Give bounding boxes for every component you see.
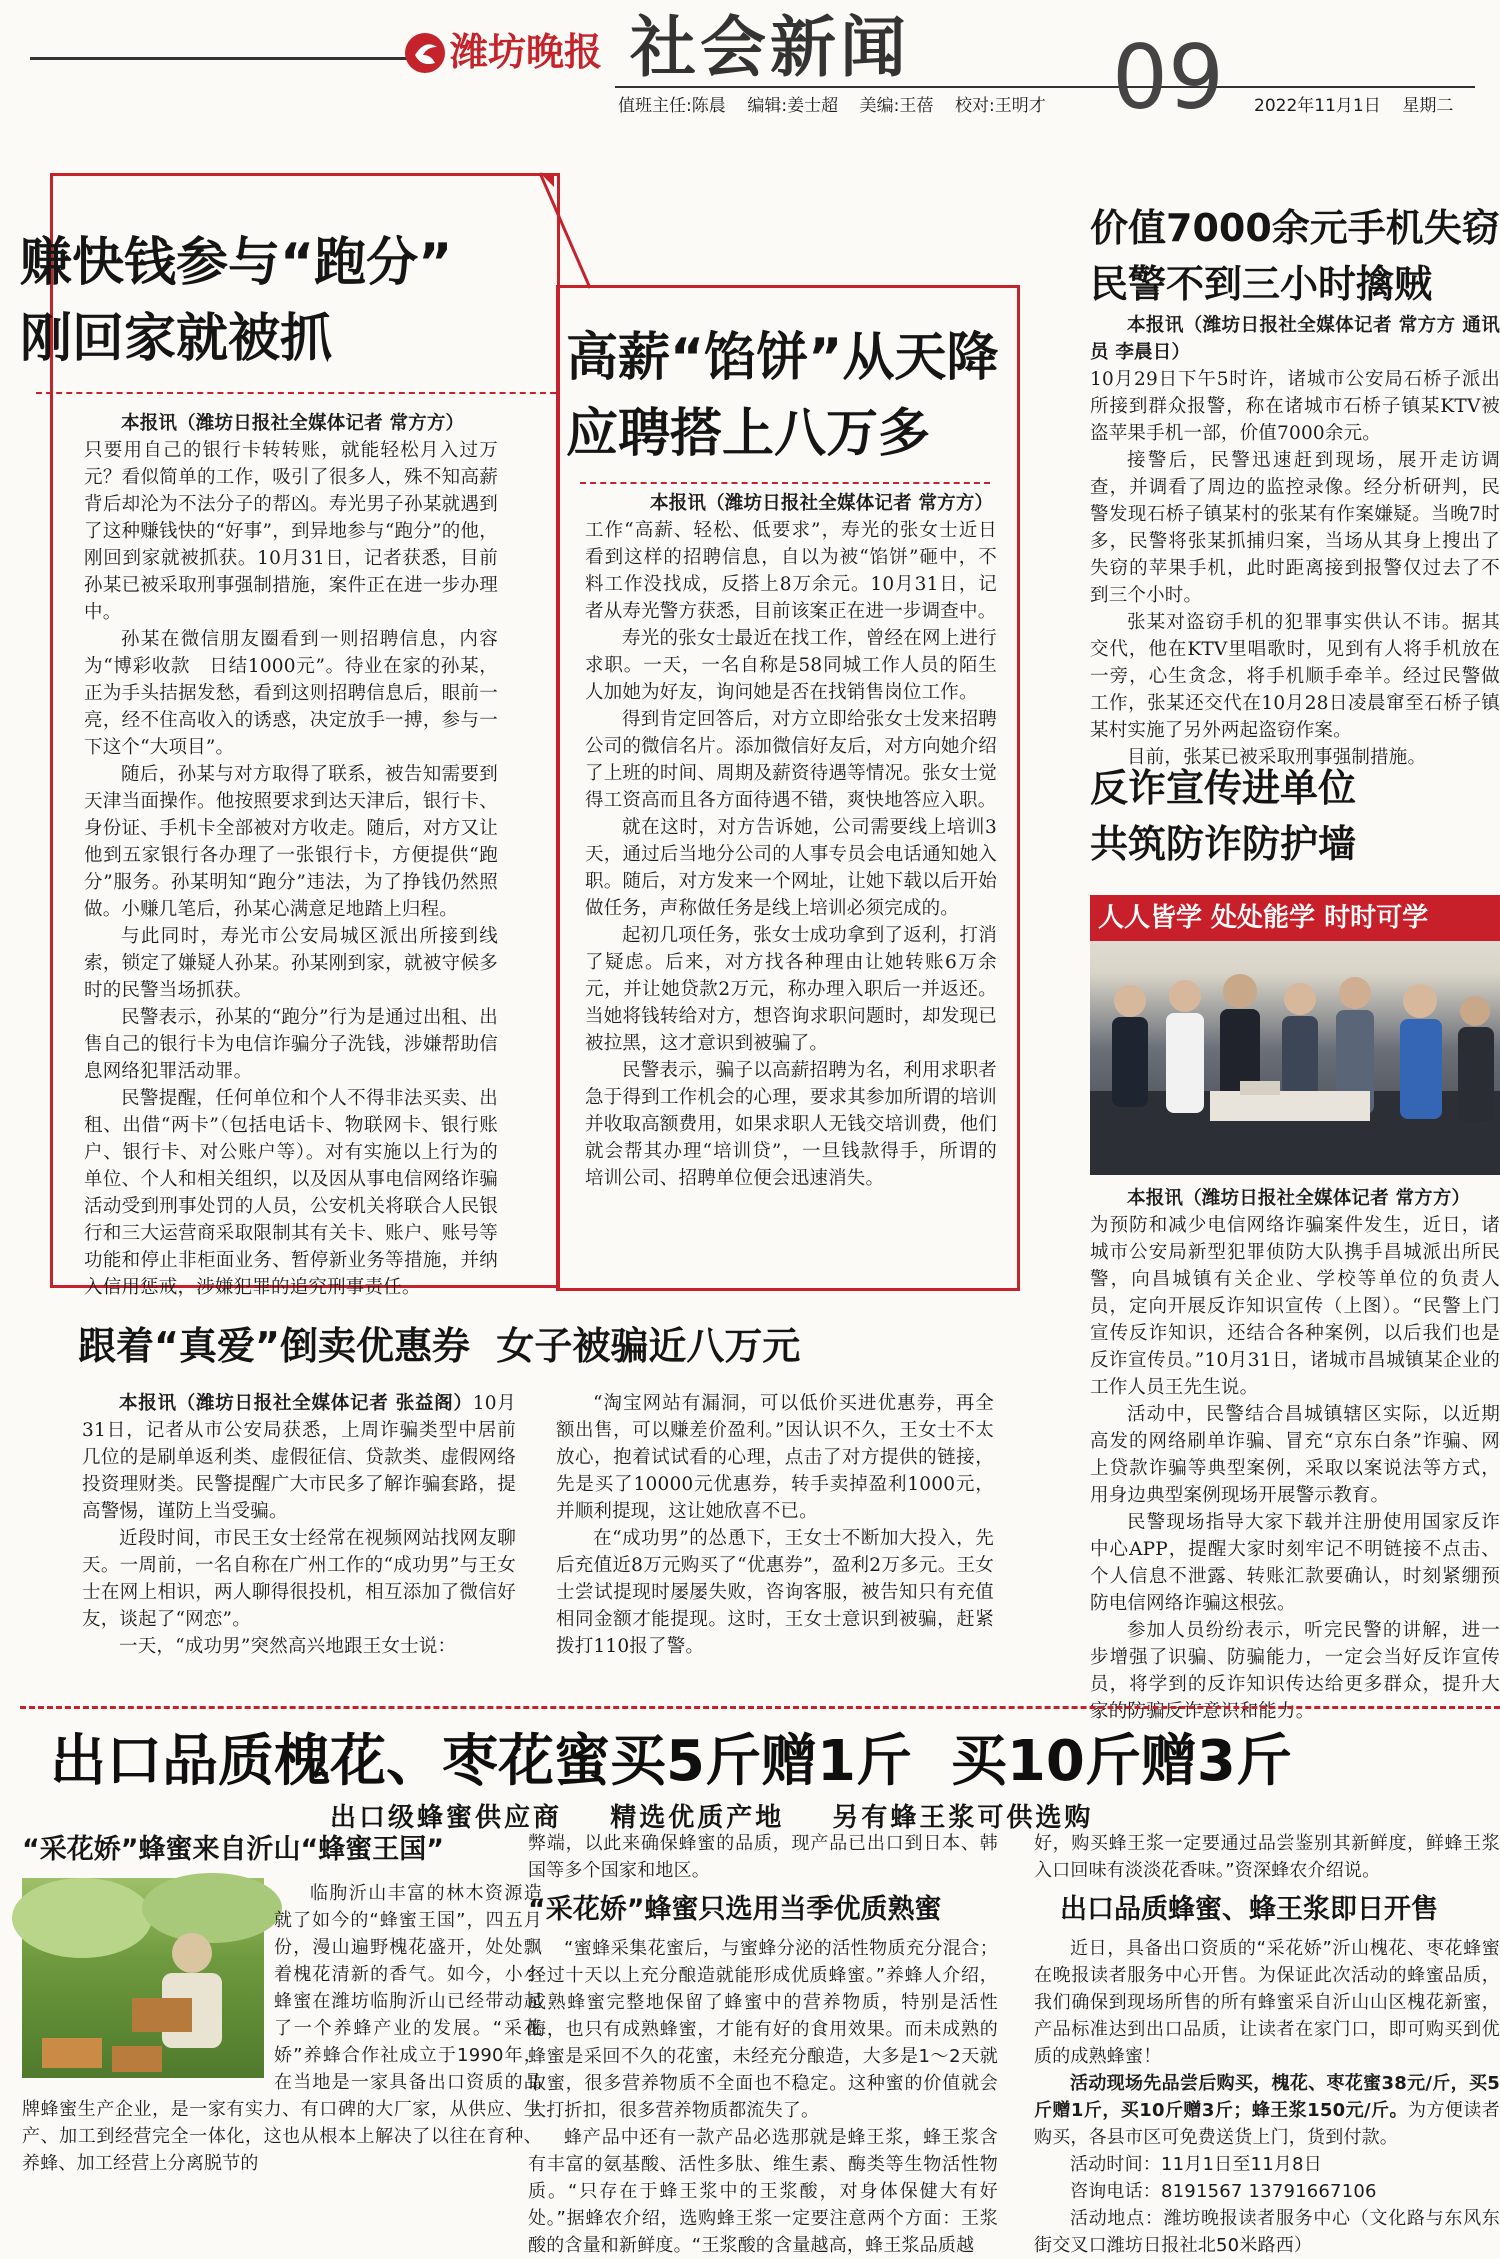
ad-col2-paragraph: “蜜蜂采集花蜜后，与蜜蜂分泌的活性物质充分混合；经过十天以上充分酿造就能形成优质蜂蜜。”养蜂人介绍，成熟蜂蜜完整地保留了蜂蜜中的营养物质，特别是活性酶，也只有成熟蜂蜜，才能有好的食用效果。而未成熟的蜂蜜是采回不久的花蜜，未经充分酿造，大多是1～2天就取蜜，很多营养物质不全面也不稳定。这种蜜的价值就会大打折扣，很多营养物质都流失了。 — [528, 1938, 998, 2121]
logo-text: 潍坊晚报 — [450, 30, 603, 74]
logo-icon — [405, 33, 445, 73]
ad-top-divider — [20, 1706, 1500, 1709]
article-5-headline: 跟着“真爱”倒卖优惠券 女子被骗近八万元 — [78, 1324, 801, 1368]
article-4-body — [1090, 1185, 1500, 1722]
ad-time-value: 11月1日至11月8日 — [1161, 2154, 1322, 2175]
article-1-headline — [20, 225, 540, 377]
article-5-lead: 10月31日，记者从市公安局获悉，上周诈骗类型中居前几位的是刷单返利类、虚假征信、贷款类、虚假网络投资理财类。民警提醒广大市民多了解诈骗套路，提高警惕，谨防上当受骗。 — [82, 1393, 516, 1522]
ad-col2-title: “采花娇”蜂蜜只选用当季优质熟蜜 — [528, 1894, 942, 1925]
ad-col2-top: 弊端，以此来确保蜂蜜的品质，现产品已出口到日本、韩国等多个国家和地区。 — [528, 1833, 998, 1881]
ad-subhead: 出口级蜂蜜供应商 精选优质产地 另有蜂王浆可供选购 — [330, 1803, 1094, 1833]
ad-phone-label: 咨询电话： — [1070, 2181, 1161, 2202]
ad-col1-text — [22, 1880, 542, 2215]
article-1-paragraph: 孙某在微信朋友圈看到一则招聘信息，内容为“博彩收款 日结1000元”。待业在家的孙某，正为手头拮据发愁，看到这则招聘信息后，眼前一亮，经不住高收入的诱惑，决定放手一搏，参与一下这个“大项目”。 — [84, 629, 498, 758]
article-2-paragraph: 得到肯定回答后，对方立即给张女士发来招聘公司的微信名片。添加微信好友后，对方向她介绍了上班的时间、周期及薪资待遇等情况。张女士觉得工资高而且各方面待遇不错，爽快地答应入职。 — [585, 709, 997, 811]
ad-col1-title: “采花娇”蜂蜜来自沂山“蜂蜜王国” — [22, 1834, 444, 1865]
article-4-headline-line2: 共筑防诈防护墙 — [1090, 822, 1357, 866]
article-2-headline-line2: 应聘搭上八万多 — [566, 404, 931, 464]
ad-col3-paragraph — [1034, 2070, 1500, 2151]
ad-col2-body — [528, 1935, 998, 2256]
masthead-rule — [615, 86, 1475, 88]
ad-event-phone — [1034, 2178, 1500, 2205]
article-1-paragraph: 随后，孙某与对方取得了联系，被告知需要到天津当面操作。他按照要求到达天津后，银行卡、身份证、手机卡全部被对方收走。随后，对方又让他到五家银行各办理了一张银行卡，方便提供“跑分”服务。孙某明知“跑分”违法，为了挣钱仍然照做。小赚几笔后，孙某心满意足地踏上归程。 — [84, 764, 498, 920]
article-5-paragraph: 近段时间，市民王女士经常在视频网站找网友聊天。一周前，一名自称在广州工作的“成功男”与王女士在网上相识，两人聊得很投机，相互添加了微信好友，谈起了“网恋”。 — [82, 1528, 516, 1630]
article-2-body — [585, 490, 997, 1270]
ad-photo-float — [22, 1880, 274, 2092]
article-4-byline: 本报讯（潍坊日报社全媒体记者 常方方） — [1127, 1188, 1471, 1209]
staff-line: 值班主任:陈晨 编辑:姜士超 美编:王蓓 校对:王明才 — [618, 96, 1046, 116]
article-3-headline-line2: 民警不到三小时擒贼 — [1090, 262, 1433, 306]
article-3-paragraph: 接警后，民警迅速赶到现场，展开走访调查，并调看了周边的监控录像。经分析研判，民警发现石桥子镇某村的张某有作案嫌疑。当晚7时多，民警将张某抓捕归案，当场从其身上搜出了失窃的苹果手机，此时距离接到报警仅过去了不到三个小时。 — [1090, 450, 1500, 606]
article-5-paragraph: 在“成功男”的怂恿下，王女士不断加大投入，先后充值近8万元购买了“优惠券”，盈利2万多元。王女士尝试提现时屡屡失败，咨询客服，被告知只有充值相同金额才能提现。这时，王女士意识到被骗，赶紧拨打110报了警。 — [556, 1528, 994, 1657]
article-4-headline-line1: 反诈宣传进单位 — [1090, 766, 1357, 810]
article-2-paragraph: 民警表示，骗子以高薪招聘为名，利用求职者急于得到工作机会的心理，要求其参加所谓的培训并收取高额费用，如果求职人无钱交培训费，他们就会帮其办理“培训贷”，一旦钱款得手，所谓的培训公司、招聘单位便会迅速消失。 — [585, 1060, 997, 1189]
article-5-paragraph: “淘宝网站有漏洞，可以低价买进优惠券，再全额出售，可以赚差价盈利。”因认识不久，王女士不太放心，抱着试试看的心理，点击了对方提供的链接，先是买了10000元优惠券，转手卖掉盈利1000元，并顺利提现，这让她欣喜不已。 — [556, 1393, 994, 1522]
article-3-paragraph: 目前，张某已被采取刑事强制措施。 — [1127, 747, 1427, 768]
masthead-left-rule — [30, 57, 415, 60]
masthead — [0, 0, 1500, 135]
article-2-paragraph: 起初几项任务，张女士成功拿到了返利，打消了疑虑。后来，对方找各种理由让她转账6万余元，并让她贷款2万元，称办理入职后一并返还。当她将钱转给对方，想咨询求职问题时，却发现已被拉黑，这才意识到被骗了。 — [585, 925, 997, 1054]
article-5-col-2 — [556, 1390, 994, 1710]
article-4-headline — [1090, 760, 1500, 872]
article-4-paragraph: 为预防和减少电信网络诈骗案件发生，近日，诸城市公安局新型犯罪侦防大队携手昌城派出所民警，向昌城镇有关企业、学校等单位的负责人员，定向开展反诈知识宣传（上图）。“民警上门宣传反诈知识，还结合各种案例，以后我们也是反诈宣传员。”10月31日，诸城市昌城镇某企业的工作人员王先生说。 — [1090, 1215, 1500, 1398]
photo-banner: 人人皆学 处处能学 时时可学 — [1090, 895, 1500, 941]
ad-col1-paragraph: 临朐沂山丰富的林木资源造就了如今的“蜂蜜王国”，四五月份，漫山遍野槐花盛开，处处飘着槐花清新的香气。如今，小小蜂蜜在潍坊临朐沂山已经带动起了一个养蜂产业的发展。“采花娇”养蜂合作社成立于1990年，在当地是一家具备出口资质的品牌蜂蜜生产企业，是一家有实力、有口碑的大厂家，从供应、生产、加工到经营完全一体化，这也从根本上解决了以往在育种、养蜂、加工经营上分离脱节的 — [22, 1883, 542, 2174]
article-3-headline — [1090, 200, 1500, 312]
article-4-paragraph: 活动中，民警结合昌城镇辖区实际，以近期高发的网络刷单诈骗、冒充“京东白条”诈骗、网上贷款诈骗等典型案例，采取以案说法等方式，用身边典型案例现场开展警示教育。 — [1090, 1404, 1500, 1506]
article-2-byline: 本报讯（潍坊日报社全媒体记者 常方方） — [650, 493, 994, 514]
ad-place-label: 活动地点： — [1070, 2208, 1164, 2229]
article-2-paragraph: 寿光的张女士最近在找工作，曾经在网上进行求职。一天，一名自称是58同城工作人员的陌生人加她为好友，询问她是否在找销售岗位工作。 — [585, 628, 997, 703]
ad-headline: 出口品质槐花、枣花蜜买5斤赠1斤 买10斤赠3斤 — [50, 1729, 1292, 1794]
section-title: 社会新闻 — [630, 9, 910, 86]
ad-col3-paragraph: 近日，具备出口资质的“采花娇”沂山槐花、枣花蜂蜜在晚报读者服务中心开售。为保证此次活动的蜂蜜品质，我们确保到现场所售的所有蜂蜜采自沂山山区槐花新蜜，产品标准达到出口品质，让读者在家门口，即可购买到优质的成熟蜂蜜！ — [1034, 1938, 1500, 2067]
ad-col3-title: 出口品质蜂蜜、蜂王浆即日开售 — [1060, 1894, 1438, 1925]
article-3-headline-line1: 价值7000余元手机失窃 — [1090, 206, 1500, 250]
article-1-headline-line2: 刚回家就被抓 — [20, 309, 333, 369]
article-3-paragraph: 张某对盗窃手机的犯罪事实供认不讳。据其交代，他在KTV里唱歌时，见到有人将手机放在一旁，心生贪念，将手机顺手牵羊。经过民警做工作，张某还交代在10月28日凌晨窜至石桥子镇某村实施了另外两起盗窃作案。 — [1090, 612, 1500, 741]
article-5-col-1 — [82, 1390, 516, 1710]
article-1-paragraph: 民警提醒，任何单位和个人不得非法买卖、出租、出借“两卡”（包括电话卡、物联网卡、银行账户、银行卡、对公账户等）。对有实施以上行为的单位、个人和相关组织，以及因从事电信网络诈骗活动受到刑事处罚的人员，公安机关将联合人民银行和三大运营商采取限制其有关卡、账户、账号等功能和停止非柜面业务、暂停新业务等措施，并纳入信用惩戒，涉嫌犯罪的追究刑事责任。 — [84, 1088, 498, 1298]
article-1-byline: 本报讯（潍坊日报社全媒体记者 常方方） — [121, 413, 465, 434]
article-4-paragraph: 民警现场指导大家下载并注册使用国家反诈中心APP，提醒大家时刻牢记不明链接不点击、个人信息不泄露、转账汇款要确认，时刻紧绷预防电信网络诈骗这根弦。 — [1090, 1512, 1500, 1614]
article-5-byline: 本报讯（潍坊日报社全媒体记者 张益阁） — [119, 1393, 473, 1414]
ad-price-offer: 活动现场先品尝后购买，槐花、枣花蜜38元/斤，买5斤赠1斤，买10斤赠3斤；蜂王浆150元/斤。 — [1034, 2073, 1500, 2121]
article-4-paragraph: 参加人员纷纷表示，听完民警的讲解，进一步增强了识骗、防骗能力，一定会当好反诈宣传员，将学到的反诈知识传达给更多群众，提升大家的防骗反诈意识和能力。 — [1090, 1620, 1500, 1722]
article-2-diagonal-accent — [540, 173, 600, 293]
article-2-headline — [566, 320, 1016, 472]
photo-people-illustration — [1090, 941, 1500, 1175]
ad-col3-top: 好，购买蜂王浆一定要通过品尝鉴别其新鲜度，鲜蜂王浆入口回味有淡淡花香味。”资深蜂农介绍说。 — [1034, 1833, 1500, 1881]
ad-event-place — [1034, 2205, 1500, 2259]
ad-time-label: 活动时间： — [1070, 2154, 1161, 2175]
article-3-byline: 本报讯（潍坊日报社全媒体记者 常方方 通讯员 李晨日） — [1090, 315, 1500, 363]
article-2-headline-line1: 高薪“馅饼”从天降 — [566, 328, 999, 388]
article-4-photo — [1090, 895, 1500, 1175]
article-5-paragraph — [82, 1390, 516, 1525]
article-1-headline-line1: 赚快钱参与“跑分” — [20, 233, 453, 293]
page-number: 09 — [1112, 26, 1224, 129]
article-1-body — [84, 410, 498, 1298]
article-2-paragraph: 就在这时，对方告诉她，公司需要线上培训3天，通过后当地分公司的人事专员会电话通知她入职。随后，对方发来一个网址，让她下载以后开始做任务，声称做任务是线上培训必须完成的。 — [585, 817, 997, 919]
ad-delivery-note: 为方便读者购买，各县市区可免费送货上门，货到付款。 — [1034, 2100, 1500, 2148]
article-5-paragraph: 一天，“成功男”突然高兴地跟王女士说： — [119, 1636, 457, 1657]
article-2-divider — [580, 482, 990, 484]
ad-col2-paragraph: 蜂产品中还有一款产品必选那就是蜂王浆，蜂王浆含有丰富的氨基酸、活性多肽、维生素、酶类等生物活性物质。“只存在于蜂王浆中的王浆酸，对身体保健大有好处。”据蜂农介绍，选购蜂王浆一定要注意两个方面：王浆酸的含量和新鲜度。“王浆酸的含量越高，蜂王浆品质越 — [528, 2127, 998, 2256]
ad-event-time — [1034, 2151, 1500, 2178]
ad-place-value: 潍坊晚报读者服务中心（文化路与东风东街交叉口潍坊日报社北50米路西） — [1034, 2208, 1500, 2256]
article-3-paragraph: 10月29日下午5时许，诸城市公安局石桥子派出所接到群众报警，称在诸城市石桥子镇某KTV被盗苹果手机一部，价值7000余元。 — [1090, 369, 1500, 444]
article-2-paragraph: 工作“高薪、轻松、低要求”，寿光的张女士近日看到这样的招聘信息，自以为被“馅饼”砸中，不料工作没找成，反搭上8万余元。10月31日，记者从寿光警方获悉，目前该案正在进一步调查中。 — [585, 520, 997, 622]
article-3-body — [1090, 312, 1500, 768]
article-1-paragraph: 只要用自己的银行卡转转账，就能轻松月入过万元？看似简单的工作，吸引了很多人，殊不知高薪背后却沦为不法分子的帮凶。寿光男子孙某就遇到了这种赚钱快的“好事”，到异地参与“跑分”的他，刚回到家就被抓获。10月31日，记者获悉，目前孙某已被采取刑事强制措施，案件正在进一步办理中。 — [84, 440, 498, 623]
article-1-paragraph: 与此同时，寿光市公安局城区派出所接到线索，锁定了嫌疑人孙某。孙某刚到家，就被守候多时的民警当场抓获。 — [84, 926, 498, 1001]
article-1-paragraph: 民警表示，孙某的“跑分”行为是通过出租、出售自己的银行卡为电信诈骗分子洗钱，涉嫌帮助信息网络犯罪活动罪。 — [84, 1007, 498, 1082]
issue-date: 2022年11月1日 星期二 — [1254, 96, 1454, 116]
ad-phone-value: 8191567 13791667106 — [1161, 2181, 1377, 2202]
article-1-divider — [36, 392, 556, 394]
ad-col3-body — [1034, 1935, 1500, 2256]
